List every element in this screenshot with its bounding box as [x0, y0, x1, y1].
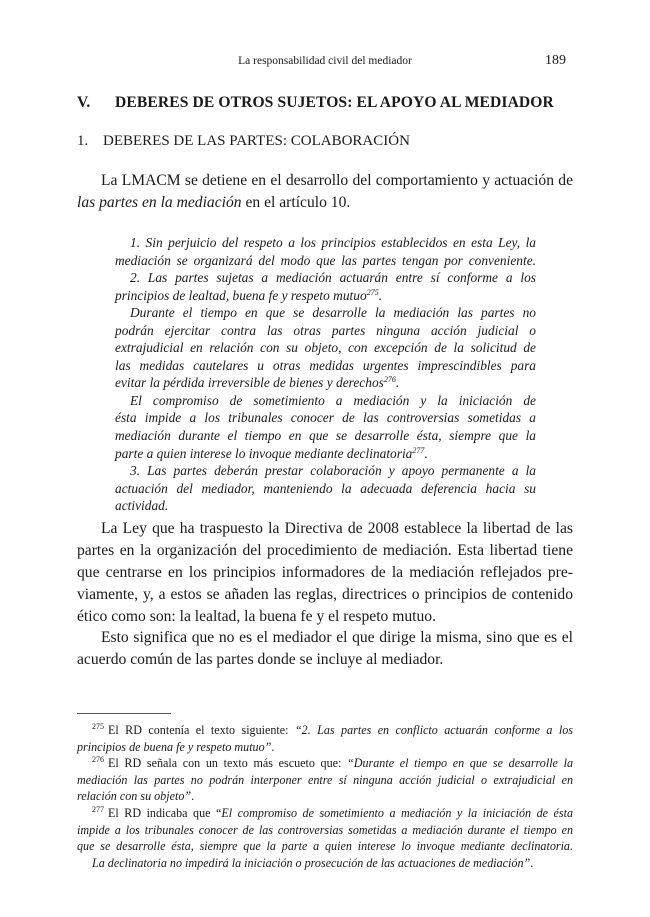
footnote-number: 276 — [92, 755, 104, 764]
footnote-separator — [77, 713, 171, 714]
footnote-quote: mediación las partes no podrán interponer entre sí ninguna acción judicial o extrajudicial en — [77, 772, 573, 787]
body-paragraph-1 — [77, 518, 573, 628]
quote-line: principios de lealtad, buena fe y respeto mutuo — [115, 287, 367, 303]
quote-line: Durante el tiempo en que se desarrolle la mediación las partes no — [130, 305, 536, 321]
intro-paragraph — [77, 170, 573, 214]
footnote-number: 275 — [92, 722, 104, 731]
section-heading — [77, 94, 554, 112]
footnote-quote: relación con su objeto” — [77, 789, 192, 804]
footnote-quote: El compromiso de sometimiento a mediación y la iniciación de ésta — [221, 806, 573, 820]
subsection-heading — [77, 133, 410, 150]
quote-line: 1. Sin perjuicio del respeto a los principios establecidos en esta Ley, la — [130, 235, 536, 250]
footnote-276 — [77, 752, 573, 805]
footnote-ref[interactable]: 276 — [383, 375, 396, 385]
footnote-quote: que se desarrolle ésta, siempre que la parte a quien interese lo invoque mediante declinatoria. — [77, 839, 573, 854]
law-quote: 1. Sin perjuicio del respeto a los principios establecidos en esta Ley, la mediación se organizará del modo que las partes tengan por conveniente. 2. Las partes sujetas a mediación actuarán entre sí conforme a los principios de lealtad, buena fe y respeto mutuo$^{275}$. Durante el tiempo en que se desarrolle la mediación las partes no podrán ejercitar contra las otras partes ninguna acción judicial o extrajudicial en relación con su objeto, con excepción de la solicitud de las medidas cautelares u otras medidas urgentes imprescindibles para evitar la pérdida irreversible de bienes y derechos$^{276}$. El compromiso de sometimiento a mediación y la iniciación de ésta impide a los tribunales conocer de las controversias sometidas a mediación durante el tiempo en que se desarrolle ésta, siempre que la parte a quien interese lo invoque mediante declinatoria$^{277}$. 3. Las partes deberán prestar colaboración y apoyo permanente a la actuación del mediador, manteniendo la adecuada deferencia hacia su actividad. — [115, 235, 536, 514]
quote-line: actividad. — [115, 498, 169, 514]
footnote-text: El RD señala con un texto más escueto que: — [108, 756, 348, 770]
footnote-number: 277 — [92, 805, 104, 814]
footnote-quote: “2. Las partes en conflicto actuarán conforme a los — [294, 723, 573, 737]
footnote-ref[interactable]: 275 — [366, 287, 379, 297]
page-number: 189 — [545, 53, 566, 68]
text-line: partes en la organización del procedimiento de mediación. Esta libertad tiene — [77, 542, 573, 559]
text-line: acuerdo común de las partes donde se incluye al mediador. — [77, 651, 444, 668]
footnote-275 — [77, 719, 573, 755]
quote-line: 3. Las partes deberán prestar colaboración y apoyo permanente a la — [130, 463, 536, 479]
quote-line: parte a quien interese lo invoque mediante declinatoria — [115, 445, 413, 461]
quote-line: El compromiso de sometimiento a mediación y la iniciación de — [130, 392, 536, 408]
quote-line: evitar la pérdida irreversible de bienes y derechos — [115, 375, 384, 391]
running-head-title: La responsabilidad civil del mediador — [238, 55, 412, 67]
footnote-277 — [77, 802, 573, 871]
text-line: La LMACM se detiene en el desarrollo del comportamiento y actuación de — [101, 172, 573, 189]
quote-line: mediación durante el tiempo en que se desarrolle ésta, siempre que la — [115, 428, 536, 444]
quote-line: ésta impide a los tribunales conocer de las controversias sometidas a — [115, 410, 536, 426]
quote-line: 2. Las partes sujetas a mediación actuarán entre sí conforme a los — [130, 270, 536, 286]
footnote-quote: La declinatoria no impedirá la iniciación o prosecución de las actuaciones de mediación” — [92, 855, 531, 870]
quote-line: actuación del mediador, manteniendo la adecuada deferencia hacia su — [115, 480, 536, 496]
footnote-text: El RD contenía el texto siguiente: — [108, 723, 295, 737]
subsection-title: DEBERES DE LAS PARTES: COLABORACIÓN — [103, 133, 410, 149]
footnote-text: . — [191, 789, 195, 804]
quote-line: podrán ejercitar contra las otras partes ninguna acción judicial o — [115, 322, 536, 338]
quote-line: extrajudicial en relación con su objeto, con excepción de la solicitud de — [115, 340, 536, 356]
emphasis-text: las partes en la mediación — [77, 194, 242, 211]
footnote-ref[interactable]: 277 — [412, 445, 425, 455]
text-line: que centrarse en los principios informadores de la mediación reflejados pre- — [77, 564, 573, 581]
text-line: Esto significa que no es el mediador el que dirige la misma, sino que es el — [101, 629, 573, 646]
footnote-text: El RD indicaba que “ — [108, 806, 222, 820]
footnote-quote: “Durante el tiempo en que se desarrolle la — [347, 756, 573, 770]
footnote-quote: impide a los tribunales conocer de las controversias sometidas a mediación durante el tiempo en — [77, 822, 573, 837]
text-line: La Ley que ha traspuesto la Directiva de 2008 establece la libertad de las — [101, 520, 573, 537]
body-paragraph-2 — [77, 627, 573, 671]
footnote-quote: principios de buena fe y respeto mutuo” — [77, 739, 272, 754]
text-line: ético como son: la lealtad, la buena fe y el respeto mutuo. — [77, 608, 436, 625]
subsection-number: 1. — [77, 133, 89, 149]
text-line: en el artículo 10. — [241, 194, 351, 211]
quote-line: las medidas cautelares u otras medidas urgentes imprescindibles para — [115, 357, 536, 373]
section-title: DEBERES DE OTROS SUJETOS: EL APOYO AL MEDIADOR — [115, 94, 554, 111]
section-number: V. — [77, 94, 91, 111]
quote-line: mediación se organizará del modo que las partes tengan por conveniente. — [115, 252, 536, 268]
text-line: viamente, y, a estos se añaden las reglas, directrices o principios de contenido — [77, 586, 573, 603]
footnote-text: . — [530, 855, 534, 870]
footnote-text: . — [271, 739, 275, 754]
